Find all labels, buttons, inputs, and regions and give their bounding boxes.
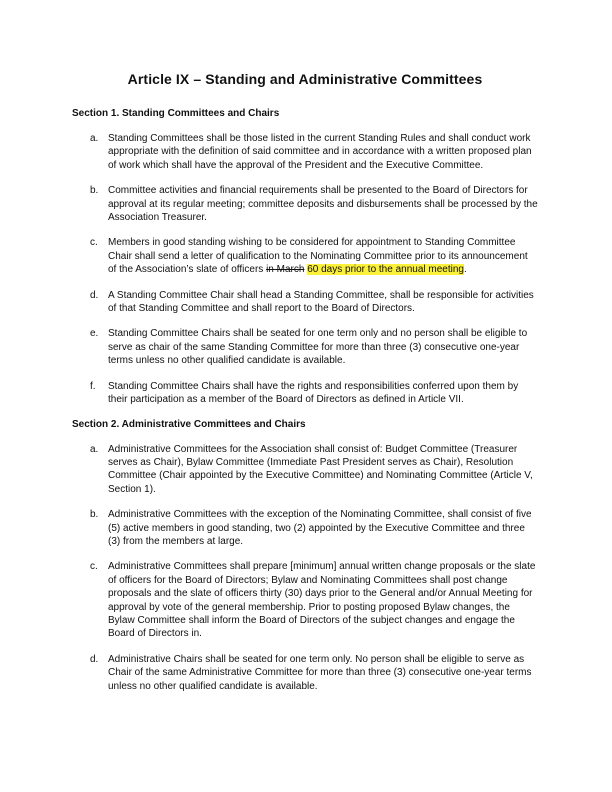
item-letter: e. <box>90 328 99 340</box>
list-item <box>72 327 538 367</box>
item-letter: f. <box>90 380 96 392</box>
item-letter: c. <box>90 561 98 573</box>
item-text: Administrative Committees shall prepare [minimum] annual written change proposals or the slate of officers for the Board of Directors; Bylaw and Nominating Committees shall post change proposals and the slate of officers thirty (30) days prior to the General and/or Annual Meeting for approval by vote of the general membership. Prior to posting proposed Bylaw changes, the Bylaw Committee shall inform the Board of Directors of the subject changes and engage the Board of Directors in. <box>108 561 536 640</box>
section-2-heading: Section 2. Administrative Committees and Chairs <box>72 418 306 430</box>
item-letter: b. <box>90 509 99 521</box>
list-item <box>72 380 538 407</box>
list-item <box>72 132 538 172</box>
list-item <box>72 508 538 548</box>
item-text: Standing Committee Chairs shall be seated for one term only and no person shall be eligible to serve as chair of the same Standing Committee for more than three (3) consecutive one-year terms unless no other qualified candidate is available. <box>108 328 528 367</box>
section-1-list <box>72 132 538 407</box>
list-item <box>72 560 538 640</box>
item-text: Standing Committee Chairs shall have the rights and responsibilities conferred upon them by their participation as a member of the Board of Directors as defined in Article VII. <box>108 380 519 406</box>
item-text: Administrative Committees with the exception of the Nominating Committee, shall consist of five (5) active members in good standing, two (2) appointed by the Executive Committee and three (3) from the members at large. <box>108 509 532 547</box>
section-2-list <box>72 443 538 694</box>
list-item <box>72 443 538 497</box>
list-item <box>72 289 538 316</box>
struck-text: in March <box>266 264 305 276</box>
section-1-heading: Section 1. Standing Committees and Chairs <box>72 108 280 119</box>
list-item <box>72 184 538 224</box>
item-text: Committee activities and financial requirements shall be presented to the Board of Directors for approval at its regular meeting; committee deposits and disbursements shall be processed by the Association Treasurer. <box>108 185 538 224</box>
item-text: Standing Committees shall be those listed in the current Standing Rules and shall conduct work appropriate with the definition of said committee and in accordance with a written proposed plan of work which shall have the approval of the President and the Executive Committee. <box>108 133 532 171</box>
item-text-before: Members in good standing wishing to be considered for appointment to Standing Committee Chair shall send a letter of qualification to the Nominating Committee prior to its announcement of the Association’s slate of officers <box>108 237 528 276</box>
item-text: Administrative Committees for the Association shall consist of: Budget Committee (Treasurer serves as Chair), Bylaw Committee (Immediate Past President serves as Chair), Resolution Committee (Chair appointed by the Executive Committee) and Nominating Committee (Article V, Section 1). <box>108 443 533 495</box>
item-letter: b. <box>90 185 99 197</box>
item-letter: a. <box>90 133 99 144</box>
highlighted-text: 60 days prior to the annual meeting <box>307 264 464 276</box>
item-letter: c. <box>90 237 98 249</box>
item-text: Administrative Chairs shall be seated for one term only. No person shall be eligible to serve as Chair of the same Administrative Committee for more than three (3) consecutive one-year terms unless no other qualified candidate is available. <box>108 653 532 692</box>
item-text: A Standing Committee Chair shall head a Standing Committee, shall be responsible for activities of that Standing Committee and shall report to the Board of Directors. <box>108 289 534 315</box>
item-letter: a. <box>90 443 99 455</box>
list-item <box>72 653 538 693</box>
item-letter: d. <box>90 653 99 665</box>
item-text-after: . <box>463 264 467 276</box>
item-text <box>108 236 538 276</box>
page-title: Article IX – Standing and Administrative Committees <box>127 71 483 87</box>
list-item <box>72 236 538 276</box>
item-letter: d. <box>90 289 99 301</box>
